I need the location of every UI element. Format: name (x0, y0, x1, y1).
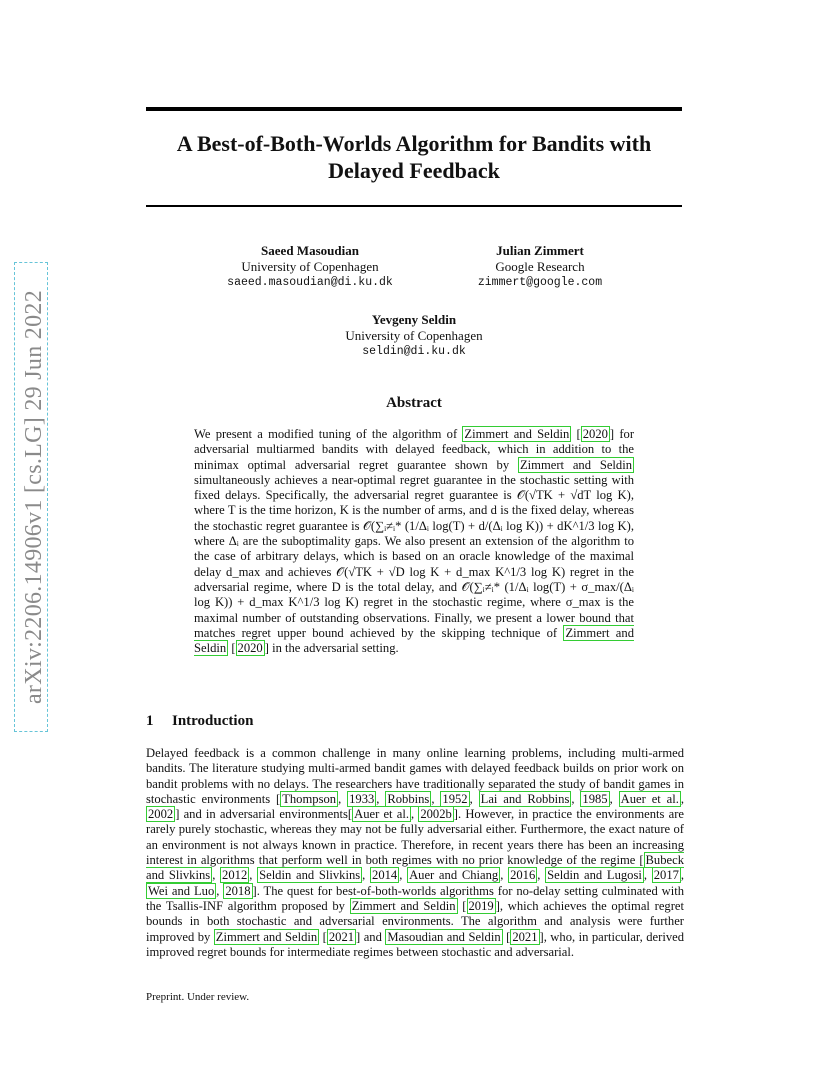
citation-year-link[interactable]: 2020 (237, 641, 263, 656)
abstract-text-part: We present a modified tuning of the algorithm of (194, 427, 463, 441)
abstract-text-part: simultaneously achieves a near-optimal regret guarantee in the stochastic setting with fixed delays. Specifically, the adversarial regret guarantee is 𝒪(√TK + √dT log K), where T is the time horizon, K is the number of arms, and d is the fixed delay, whereas the stochastic regret guarantee is 𝒪(∑ᵢ≠ᵢ* (1/Δᵢ log(T) + d/(Δᵢ log K)) + dK^1/3 log K), where Δᵢ are the suboptimality gaps. We also present an extension of the algorithm to the case of arbitrary delays, which is based on an oracle knowledge of the maximal delay d_max and achieves 𝒪(√TK + √D log K + d_max K^1/3 log K) regret in the adversarial regime, where D is the total delay, and 𝒪(∑ᵢ≠ᵢ* (1/Δᵢ log(T) + σ_max/(Δᵢ log K)) + d_max K^1/3 log K) regret in the stochastic regime, where σ_max is the maximal number of outstanding observations. Finally, we present a lower bound that matches regret upper bound achieved by the skipping technique of (194, 472, 634, 640)
intro-text-part: ]. The quest for best-of-both-worlds algorithms for no-delay setting culminated with the Tsallis-INF algorithm proposed by (146, 883, 685, 913)
citation-year-link[interactable]: 2012 (222, 868, 248, 883)
author-block-1 (210, 243, 410, 291)
intro-text-part: ]. However, in practice the environments are rarely purely stochastic, whereas they may not be fully adversarial either. Furthermore, the exact nature of an environment is not always known in practice. Therefore, in recent years there has been an increasing interest in algorithms that perform well in both regimes with no prior knowledge of the regime [ (146, 807, 684, 868)
citation-year-link[interactable]: 2017 (653, 868, 679, 883)
abstract-text-part: in the adversarial setting. (268, 641, 399, 656)
intro-text-part: ], which achieves the optimal regret bounds in both stochastic and adversarial environments. The algorithm and analysis were further improved by (146, 898, 684, 944)
title-rule-top (146, 107, 682, 111)
arxiv-identifier[interactable]: arXiv:2206.14906v1 [cs.LG] 29 Jun 2022 (21, 289, 47, 705)
author-email[interactable]: zimmert@google.com (477, 276, 603, 289)
author-email[interactable]: saeed.masoudian@di.ku.dk (227, 276, 393, 289)
citation-year-link[interactable]: 1985 (582, 791, 608, 806)
citation-link[interactable]: Zimmert and Seldin (215, 929, 318, 944)
citation-year-link[interactable]: 2002 (148, 807, 174, 822)
section-heading-introduction (146, 713, 253, 730)
citation-link[interactable]: Robbins (387, 791, 430, 806)
author-block-3 (314, 312, 514, 360)
citation-year-link[interactable]: 2020 (582, 427, 608, 441)
author-email[interactable]: seldin@di.ku.dk (362, 345, 466, 358)
author-affiliation: University of Copenhagen (241, 259, 379, 274)
citation-link[interactable]: Zimmert and Seldin (351, 898, 456, 913)
author-affiliation: Google Research (495, 259, 585, 274)
intro-text-part: ] and (356, 929, 386, 944)
citation-year-link[interactable]: 2016 (510, 868, 536, 883)
abstract-heading: Abstract (386, 395, 442, 411)
introduction-paragraph: Delayed feedback is a common challenge in many online learning problems, including multi-armed bandits. The literature studying multi-armed bandit games with delayed feedback builds on prior work on bandit problems with no delays. The researchers have traditionally separated the study of bandit games in stochastic environments [ Thompson , 1933 , Robbins , 1952 , Lai and Robbins , 1985 , Auer et al. , 2002 ] and in adversarial environments[ Auer et al. , 2002b ]. However, in practice the environments are rarely purely stochastic, whereas they may not be fully adversarial either. Furthermore, the exact nature of an environment is not always known in practice. Therefore, in recent years there has been an increasing interest in algorithms that perform well in both regimes with no prior knowledge of the regime [ Bubeck and Slivkins , 2012 , Seldin and Slivkins , 2014 , Auer and Chiang , 2016 , Seldin and Lugosi , 2017 , Wei and Luo , 2018 ]. The quest for best-of-both-worlds algorithms for no-delay setting culminated with the Tsallis-INF algorithm proposed by Zimmert and Seldin [ 2019 ], which achieves the optimal regret bounds in both stochastic and adversarial environments. The algorithm and analysis were further improved by Zimmert and Seldin [ 2021 ] and Masoudian and Seldin [ 2021 ], who, in particular, derived improved regret bounds for intermediate regimes between stochastic and adversarial. (146, 746, 685, 959)
citation-link[interactable]: Seldin and Slivkins (259, 868, 361, 883)
citation-link[interactable]: Masoudian and Seldin (387, 929, 501, 944)
citation-year-link[interactable]: 1933 (349, 791, 375, 806)
citation-link[interactable]: Zimmert and Seldin (464, 427, 570, 441)
author-block-2 (440, 243, 640, 291)
abstract-text-part: for adversarial multiarmed bandits with delayed feedback, which in addition to the minimax optimal adversarial regret guarantee shown by (194, 427, 635, 472)
citation-link[interactable]: Zimmert and Seldin (194, 625, 634, 656)
citation-link[interactable]: Auer and Chiang (409, 868, 499, 883)
author-name: Yevgeny Seldin (371, 312, 457, 327)
paper-title: A Best-of-Both-Worlds Algorithm for Bandits with Delayed Feedback (176, 131, 652, 183)
section-title: Introduction (172, 713, 254, 729)
intro-text-part: Delayed feedback is a common challenge in many online learning problems, including multi-armed bandits. The literature studying multi-armed bandit games with delayed feedback builds on prior work on bandit problems with no delays. The researchers have traditionally separated the study of bandit games in stochastic environments [ (146, 746, 684, 806)
intro-text-part: ] and in adversarial environments[ (175, 807, 353, 822)
citation-link[interactable]: Wei and Luo (148, 883, 215, 898)
citation-link[interactable]: Thompson (282, 791, 337, 806)
title-rule-bottom (146, 205, 682, 207)
author-name: Saeed Masoudian (261, 243, 359, 258)
abstract-text: We present a modified tuning of the algorithm of Zimmert and Seldin [ 2020 ] for adversarial multiarmed bandits with delayed feedback, which in addition to the minimax optimal adversarial regret guarantee shown by Zimmert and Seldin simultaneously achieves a near-optimal regret guarantee in the stochastic setting with fixed delays. Specifically, the adversarial regret guarantee is 𝒪(√TK + √dT log K), where T is the time horizon, K is the number of arms, and d is the fixed delay, whereas the stochastic regret guarantee is 𝒪(∑ᵢ≠ᵢ* (1/Δᵢ log(T) + d/(Δᵢ log K)) + dK^1/3 log K), where Δᵢ are the suboptimality gaps. We also present an extension of the algorithm to the case of arbitrary delays, which is based on an oracle knowledge of the maximal delay d_max and achieves 𝒪(√TK + √D log K + d_max K^1/3 log K) regret in the adversarial regime, where D is the total delay, and 𝒪(∑ᵢ≠ᵢ* (1/Δᵢ log(T) + σ_max/(Δᵢ log K)) + d_max K^1/3 log K) regret in the stochastic regime, where σ_max is the maximal number of outstanding observations. Finally, we present a lower bound that matches regret upper bound achieved by the skipping technique of Zimmert and Seldin [ 2020 ] in the adversarial setting. (194, 427, 635, 656)
citation-year-link[interactable]: 2014 (372, 868, 398, 883)
citation-link[interactable]: Auer et al. (620, 791, 679, 806)
citation-year-link[interactable]: 1952 (442, 791, 468, 806)
author-affiliation: University of Copenhagen (345, 328, 483, 343)
citation-link[interactable]: Auer et al. (354, 807, 409, 822)
citation-year-link[interactable]: 2021 (328, 929, 355, 944)
citation-year-link[interactable]: 2002b (420, 807, 452, 822)
citation-year-link[interactable]: 2021 (512, 929, 538, 944)
citation-year-link[interactable]: 2018 (225, 883, 251, 898)
citation-link[interactable]: Bubeck and Slivkins (146, 853, 684, 883)
intro-text-part: ], who, in particular, derived improved regret bounds for intermediate regimes between stochastic and adversarial. (146, 929, 684, 959)
citation-link[interactable]: Lai and Robbins (480, 791, 570, 806)
citation-year-link[interactable]: 2019 (468, 898, 494, 913)
citation-link[interactable]: Zimmert and Seldin (519, 457, 633, 472)
citation-link[interactable]: Seldin and Lugosi (547, 868, 642, 883)
section-number: 1 (146, 713, 154, 729)
footer-note: Preprint. Under review. (146, 991, 250, 1003)
author-name: Julian Zimmert (496, 243, 584, 258)
